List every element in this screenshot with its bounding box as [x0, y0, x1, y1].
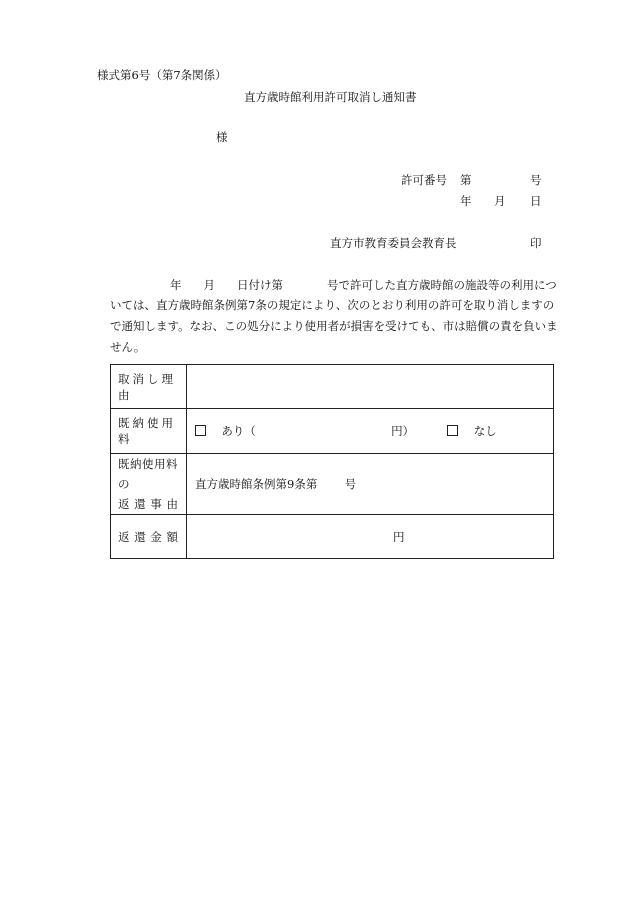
refund-reason-label — [111, 454, 187, 515]
refund-amount-field — [187, 515, 554, 559]
fee-no-label: なし — [473, 424, 497, 438]
refund-reason-prefix: 直方歳時館条例第9条第 — [195, 477, 318, 491]
refund-reason-field — [187, 454, 554, 515]
table-row — [111, 409, 554, 454]
body-year: 年 — [170, 278, 182, 292]
date-month-label: 月 — [494, 194, 506, 208]
seal-mark: 印 — [530, 236, 542, 250]
cancellation-table — [110, 364, 554, 559]
refund-amount-unit: 円 — [393, 529, 405, 544]
fee-yen-close: 円） — [391, 424, 415, 438]
document-title: 直方歳時館利用許可取消し通知書 — [244, 90, 417, 104]
body-line-3: で通知します。なお、この処分により使用者が損害を受けても、市は賠償の責を負いま — [110, 319, 558, 333]
body-line-2: いては、直方歳時館条例第7条の規定により、次のとおり利用の許可を取り消しますの — [110, 298, 555, 312]
refund-reason-label-line-2: 返 還 事 由 — [118, 497, 179, 511]
fee-paid-label: 既納使用料 — [111, 409, 187, 454]
date-year-label: 年 — [460, 194, 472, 208]
date-day-label: 日 — [530, 194, 542, 208]
fee-paid-field — [187, 409, 554, 454]
fee-yes-label: あり（ — [221, 424, 256, 438]
refund-amount-label: 返 還 金 額 — [111, 515, 187, 559]
fee-no-checkbox-icon[interactable] — [447, 425, 458, 436]
addressee-suffix: 様 — [216, 130, 228, 144]
issuer-name: 直方市教育委員会教育長 — [330, 236, 457, 250]
refund-reason-label-line-1: 既納使用料の — [118, 457, 178, 491]
fee-yes-checkbox-icon[interactable] — [195, 425, 206, 436]
form-number: 様式第6号（第7条関係） — [97, 68, 227, 82]
permit-number-label: 許可番号 — [401, 173, 447, 187]
refund-reason-suffix: 号 — [344, 477, 357, 491]
cancel-reason-field[interactable] — [187, 365, 554, 409]
permit-number-suffix: 号 — [530, 173, 542, 187]
body-dated-number: 日付け第 — [237, 278, 283, 292]
body-line-1 — [110, 280, 557, 292]
body-line-1-text: 号で許可した直方歳時館の施設等の利用につ — [327, 278, 557, 292]
cancel-reason-label: 取消し理由 — [111, 365, 187, 409]
table-row — [111, 365, 554, 409]
permit-number-prefix: 第 — [460, 173, 472, 187]
table-row — [111, 454, 554, 515]
table-row — [111, 515, 554, 559]
body-month: 月 — [203, 278, 215, 292]
body-line-4: せん。 — [110, 340, 146, 354]
